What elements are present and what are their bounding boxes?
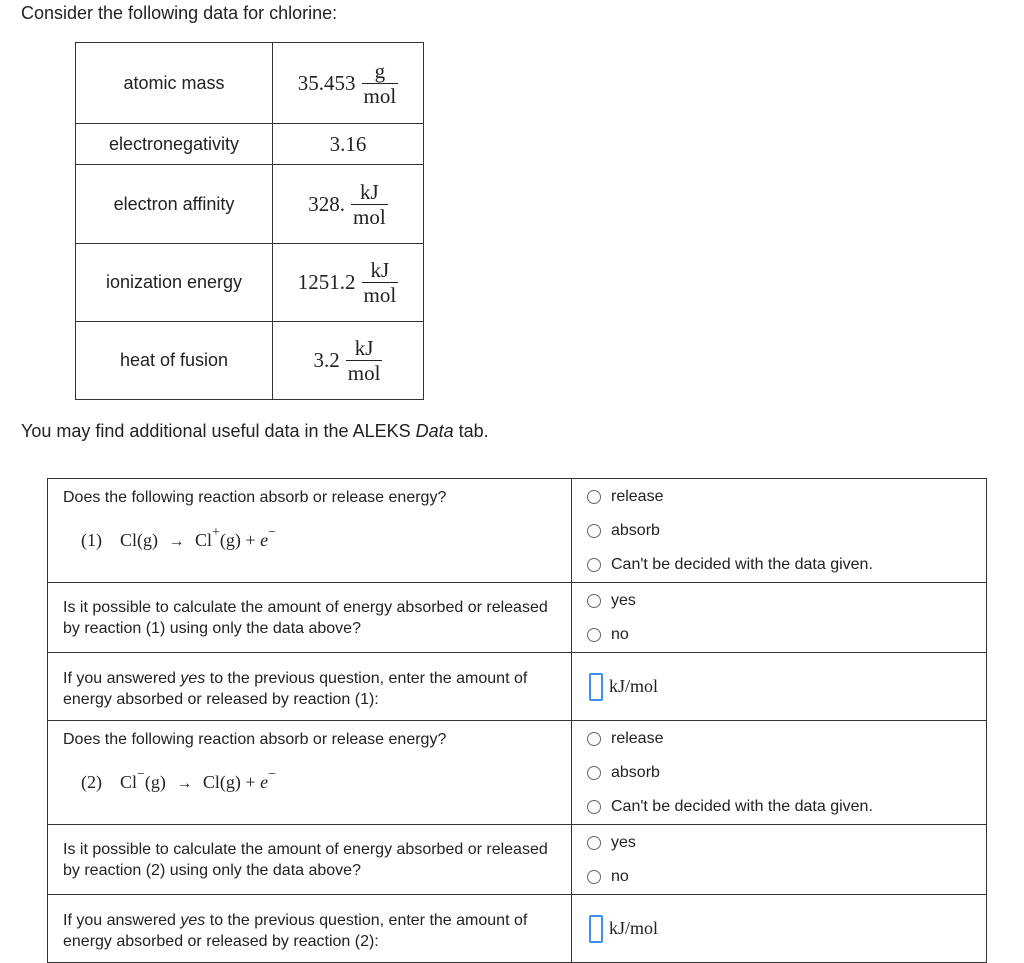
property-name: electronegativity xyxy=(76,124,273,165)
phase-label: (g) xyxy=(219,530,241,550)
charge-superscript: − xyxy=(268,767,276,782)
question-text: Is it possible to calculate the amount of energy absorbed or released by reaction (2) using only the data above? xyxy=(63,841,548,879)
energy-input[interactable] xyxy=(589,673,603,701)
radio-button[interactable] xyxy=(587,558,601,572)
electron-symbol: e xyxy=(260,530,269,550)
question-row xyxy=(48,721,987,825)
option-no[interactable] xyxy=(572,618,986,652)
radio-button[interactable] xyxy=(587,836,601,850)
option-label: yes xyxy=(611,592,636,609)
phase-label: (g) xyxy=(144,772,166,792)
answer-cell xyxy=(572,825,987,895)
answer-cell xyxy=(572,653,987,721)
option-release[interactable] xyxy=(572,722,986,756)
note-text-end: tab. xyxy=(453,421,489,441)
question-row xyxy=(48,825,987,895)
option-label: yes xyxy=(611,834,636,851)
text-part: to the previous question, enter the amount of energy absorbed or released by reaction (2): xyxy=(63,912,528,950)
unit-denominator: mol xyxy=(347,361,381,385)
unit-denominator: mol xyxy=(363,83,397,108)
question-cell xyxy=(48,479,572,583)
radio-button[interactable] xyxy=(587,524,601,538)
unit-fraction xyxy=(346,337,383,384)
property-value xyxy=(273,124,424,165)
arrow-icon: → xyxy=(176,775,193,792)
question-text xyxy=(48,895,553,952)
unit-numerator: kJ xyxy=(351,181,388,205)
option-release[interactable] xyxy=(572,480,986,514)
unit-fraction xyxy=(362,259,399,306)
table-row xyxy=(76,322,424,400)
option-label: absorb xyxy=(611,764,660,781)
text-part: If you answered xyxy=(63,912,181,929)
radio-button[interactable] xyxy=(587,490,601,504)
reactant-ion: Cl xyxy=(120,772,138,792)
property-value xyxy=(273,322,424,400)
charge-superscript: − xyxy=(137,767,145,782)
reactant: Cl(g) xyxy=(120,530,158,550)
energy-input[interactable] xyxy=(589,915,603,943)
option-cannot-decide[interactable] xyxy=(572,790,986,824)
option-yes[interactable] xyxy=(572,584,986,618)
question-cell xyxy=(48,583,572,653)
reaction-equation xyxy=(48,750,571,793)
reaction-label: (2) xyxy=(81,772,102,792)
question-text: Does the following reaction absorb or release energy? xyxy=(63,489,447,506)
unit-fraction xyxy=(351,181,388,228)
answer-cell xyxy=(572,583,987,653)
question-text xyxy=(48,653,553,710)
value-number: 3.16 xyxy=(329,131,367,156)
answer-cell xyxy=(572,895,987,963)
unit-fraction xyxy=(362,60,399,107)
value-number: 1251.2 xyxy=(297,270,356,294)
option-label: Can't be decided with the data given. xyxy=(611,798,873,815)
unit-denominator: mol xyxy=(363,283,397,307)
property-value xyxy=(273,244,424,322)
reaction-equation xyxy=(48,508,571,551)
question-table xyxy=(47,478,987,963)
option-label: no xyxy=(611,868,629,885)
text-emphasis: yes xyxy=(180,912,206,929)
property-name: atomic mass xyxy=(76,43,273,124)
radio-button[interactable] xyxy=(587,870,601,884)
arrow-icon: → xyxy=(168,533,185,550)
radio-button[interactable] xyxy=(587,732,601,746)
question-row xyxy=(48,479,987,583)
option-label: release xyxy=(611,488,664,505)
unit-denominator: mol xyxy=(353,204,386,229)
question-cell xyxy=(48,721,572,825)
property-name: heat of fusion xyxy=(76,322,273,400)
product: Cl(g) xyxy=(202,772,241,792)
text-emphasis: yes xyxy=(180,670,206,687)
unit-numerator: g xyxy=(362,60,399,84)
question-row xyxy=(48,653,987,721)
question-text: Is it possible to calculate the amount of energy absorbed or released by reaction (1) using only the data above? xyxy=(63,599,548,637)
table-row xyxy=(76,43,424,124)
table-row xyxy=(76,124,424,165)
data-tab-name: Data xyxy=(415,421,454,441)
question-cell xyxy=(48,825,572,895)
plus-sign: + xyxy=(245,530,256,550)
option-label: release xyxy=(611,730,664,747)
radio-button[interactable] xyxy=(587,594,601,608)
note-text: You may find additional useful data in the ALEKS xyxy=(21,421,416,441)
chlorine-data-table xyxy=(75,42,424,400)
table-row xyxy=(76,244,424,322)
unit-label: kJ/mol xyxy=(609,918,659,938)
text-part: If you answered xyxy=(63,670,181,687)
unit-label: kJ/mol xyxy=(609,676,659,696)
charge-superscript: + xyxy=(212,525,220,540)
option-absorb[interactable] xyxy=(572,756,986,790)
property-name: ionization energy xyxy=(76,244,273,322)
radio-button[interactable] xyxy=(587,766,601,780)
plus-sign: + xyxy=(245,772,256,792)
option-no[interactable] xyxy=(572,860,986,894)
answer-cell xyxy=(572,721,987,825)
option-yes[interactable] xyxy=(572,826,986,860)
unit-numerator: kJ xyxy=(362,259,399,283)
intro-text: Consider the following data for chlorine: xyxy=(21,3,338,23)
option-label: absorb xyxy=(611,522,660,539)
electron-symbol: e xyxy=(260,772,269,792)
question-row xyxy=(48,583,987,653)
answer-cell xyxy=(572,479,987,583)
option-label: no xyxy=(611,626,629,643)
property-value xyxy=(273,165,424,244)
unit-numerator: kJ xyxy=(346,337,383,361)
charge-superscript: − xyxy=(268,525,276,540)
table-row xyxy=(76,165,424,244)
text-part: to the previous question, enter the amount of energy absorbed or released by reaction (1): xyxy=(63,670,528,708)
product-ion: Cl xyxy=(195,530,213,550)
question-cell xyxy=(48,653,572,721)
property-value xyxy=(273,43,424,124)
value-number: 3.2 xyxy=(313,348,340,372)
data-tab-note xyxy=(21,421,489,442)
value-number: 328. xyxy=(308,191,346,216)
radio-button[interactable] xyxy=(587,628,601,642)
option-absorb[interactable] xyxy=(572,514,986,548)
radio-button[interactable] xyxy=(587,800,601,814)
option-cannot-decide[interactable] xyxy=(572,548,986,582)
question-row xyxy=(48,895,987,963)
question-cell xyxy=(48,895,572,963)
option-label: Can't be decided with the data given. xyxy=(611,556,873,573)
property-name: electron affinity xyxy=(76,165,273,244)
reaction-label: (1) xyxy=(81,530,102,550)
question-text: Does the following reaction absorb or release energy? xyxy=(63,731,447,748)
value-number: 35.453 xyxy=(297,70,356,95)
